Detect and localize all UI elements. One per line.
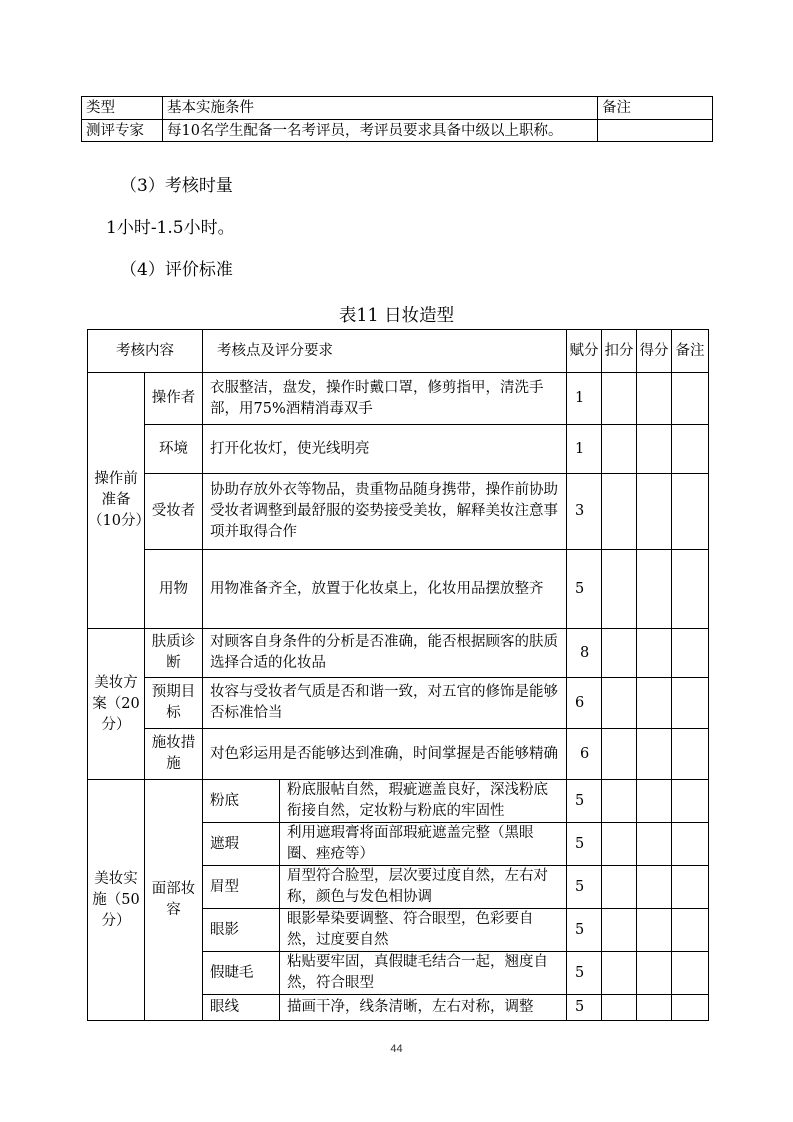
deduct-cell (602, 550, 637, 629)
criteria-text: 眉型符合脸型，层次要过度自然，左右对称，颜色与发色相协调 (280, 866, 567, 909)
criteria-text: 对色彩运用是否能够达到准确，时间掌握是否能够精确 (203, 729, 567, 780)
remark-cell (672, 780, 709, 823)
criteria-text: 描画干净，线条清晰，左右对称，调整 (280, 995, 567, 1021)
criteria-text: 妆容与受妆者气质是否和谐一致，对五官的修饰是能够否标准恰当 (203, 678, 567, 729)
remark-cell (672, 952, 709, 995)
sub-label: 操作者 (145, 373, 203, 425)
got-cell (637, 474, 672, 550)
deduct-cell (602, 425, 637, 474)
sub-label: 用物 (145, 550, 203, 629)
deduct-cell (602, 729, 637, 780)
criteria-text: 衣服整洁，盘发，操作时戴口罩，修剪指甲，清洗手部，用75%酒精消毒双手 (203, 373, 567, 425)
deduct-cell (602, 823, 637, 866)
deduct-cell (602, 373, 637, 425)
criteria-text: 利用遮瑕膏将面部瑕疵遮盖完整（黑眼圈、痤疮等） (280, 823, 567, 866)
got-cell (637, 373, 672, 425)
sub-label-face-makeup: 面部妆容 (145, 780, 203, 1021)
score-value: 5 (567, 780, 602, 823)
table-row (88, 678, 709, 729)
page-number: 44 (390, 1043, 403, 1055)
criteria-text: 打开化妆灯，使光线明亮 (203, 425, 567, 474)
score-value: 5 (567, 909, 602, 952)
table-row (82, 120, 713, 142)
remark-cell (672, 425, 709, 474)
table-row (88, 425, 709, 474)
got-cell (637, 823, 672, 866)
sub-label: 环境 (145, 425, 203, 474)
criteria-text: 对顾客自身条件的分析是否准确，能否根据顾客的肤质选择合适的化妆品 (203, 629, 567, 678)
section3-heading: （3）考核时量 (120, 176, 233, 196)
table-row (88, 550, 709, 629)
cell-type: 测评专家 (82, 120, 163, 142)
remark-cell (672, 729, 709, 780)
deduct-cell (602, 474, 637, 550)
sub-label: 肤质诊断 (145, 629, 203, 678)
group-label-preparation: 操作前准备（10分） (88, 373, 145, 629)
remark-cell (672, 474, 709, 550)
remark-cell (672, 823, 709, 866)
remark-cell (672, 678, 709, 729)
deduct-cell (602, 995, 637, 1021)
table-row (88, 373, 709, 425)
got-cell (637, 629, 672, 678)
remark-cell (672, 866, 709, 909)
table-row (88, 474, 709, 550)
got-cell (637, 909, 672, 952)
got-cell (637, 425, 672, 474)
score-value: 1 (567, 425, 602, 474)
item-label: 遮瑕 (203, 823, 280, 866)
table-row (82, 97, 713, 120)
got-cell (637, 678, 672, 729)
table-row (88, 629, 709, 678)
score-value: 8 (567, 629, 602, 678)
header-content: 考核内容 (88, 330, 203, 373)
item-label: 假睫毛 (203, 952, 280, 995)
score-value: 3 (567, 474, 602, 550)
got-cell (637, 729, 672, 780)
remark-cell (672, 909, 709, 952)
got-cell (637, 952, 672, 995)
section4-heading: （4）评价标准 (120, 260, 233, 280)
item-label: 眼线 (203, 995, 280, 1021)
sub-label: 施妆措施 (145, 729, 203, 780)
evaluation-criteria-table (87, 329, 709, 1021)
score-value: 6 (567, 678, 602, 729)
cell-condition: 每10名学生配备一名考评员，考评员要求具备中级以上职称。 (163, 120, 598, 142)
score-value: 6 (567, 729, 602, 780)
sub-label: 受妆者 (145, 474, 203, 550)
sub-label: 预期目标 (145, 678, 203, 729)
header-criteria: 考核点及评分要求 (203, 330, 567, 373)
header-score: 赋分 (567, 330, 602, 373)
score-value: 5 (567, 866, 602, 909)
header-note: 备注 (598, 97, 713, 120)
section3-text: 1小时-1.5小时。 (106, 218, 235, 238)
deduct-cell (602, 780, 637, 823)
score-value: 5 (567, 550, 602, 629)
header-type: 类型 (82, 97, 163, 120)
criteria-text: 眼影晕染要调整、符合眼型，色彩要自然，过度要自然 (280, 909, 567, 952)
deduct-cell (602, 678, 637, 729)
score-value: 5 (567, 995, 602, 1021)
remark-cell (672, 373, 709, 425)
item-label: 眼影 (203, 909, 280, 952)
remark-cell (672, 550, 709, 629)
header-deduct: 扣分 (602, 330, 637, 373)
deduct-cell (602, 909, 637, 952)
criteria-text: 粉底服帖自然，瑕疵遮盖良好，深浅粉底衔接自然，定妆粉与粉底的牢固性 (280, 780, 567, 823)
score-value: 5 (567, 823, 602, 866)
score-value: 5 (567, 952, 602, 995)
group-label-makeup-implementation: 美妆实施（50分） (88, 780, 145, 1021)
criteria-text: 协助存放外衣等物品，贵重物品随身携带，操作前协助受妆者调整到最舒服的姿势接受美妆，解释美妆注意事项并取得合作 (203, 474, 567, 550)
group-label-makeup-plan: 美妆方案（20分） (88, 629, 145, 780)
remark-cell (672, 995, 709, 1021)
item-label: 眉型 (203, 866, 280, 909)
item-label: 粉底 (203, 780, 280, 823)
got-cell (637, 995, 672, 1021)
got-cell (637, 780, 672, 823)
deduct-cell (602, 952, 637, 995)
criteria-text: 用物准备齐全，放置于化妆桌上，化妆用品摆放整齐 (203, 550, 567, 629)
implementation-conditions-table (81, 96, 713, 142)
header-got: 得分 (637, 330, 672, 373)
criteria-text: 粘贴要牢固，真假睫毛结合一起，翘度自然，符合眼型 (280, 952, 567, 995)
cell-note (598, 120, 713, 142)
header-row (88, 330, 709, 373)
table-row (88, 729, 709, 780)
deduct-cell (602, 629, 637, 678)
got-cell (637, 866, 672, 909)
got-cell (637, 550, 672, 629)
table-row (88, 780, 709, 823)
remark-cell (672, 629, 709, 678)
deduct-cell (602, 866, 637, 909)
header-condition: 基本实施条件 (163, 97, 598, 120)
table-caption: 表11 日妆造型 (338, 306, 455, 326)
score-value: 1 (567, 373, 602, 425)
header-remark: 备注 (672, 330, 709, 373)
